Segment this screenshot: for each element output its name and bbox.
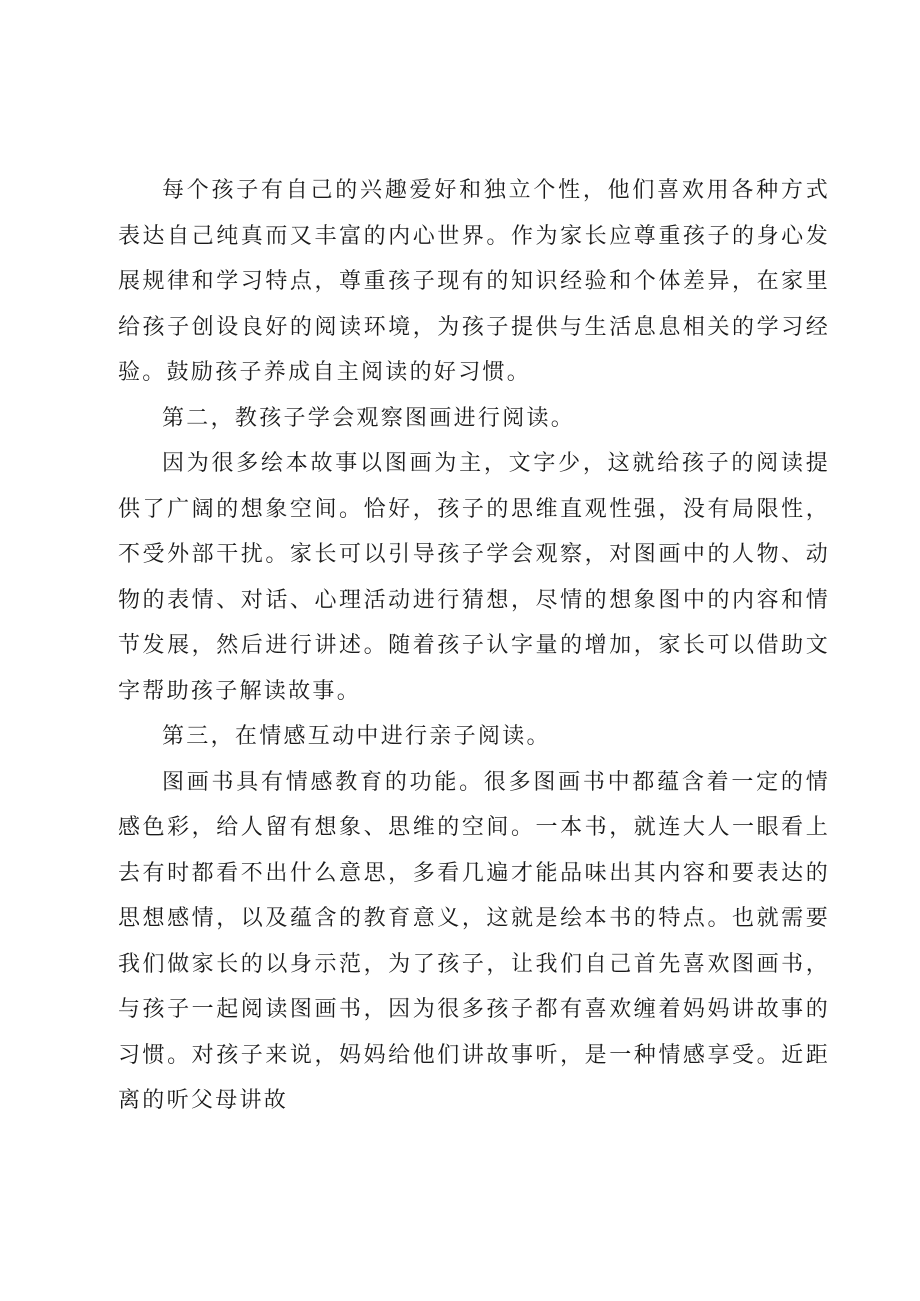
paragraph-picture-books-imagination: 因为很多绘本故事以图画为主，文字少，这就给孩子的阅读提供了广阔的想象空间。恰好，孩子的思维直观性强，没有局限性，不受外部干扰。家长可以引导孩子学会观察，对图画中的人物、动物的表情、对话、心理活动进行猜想，尽情的想象图中的内容和情节发展，然后进行讲述。随着孩子认字量的增加，家长可以借助文字帮助孩子解读故事。 <box>118 451 830 704</box>
heading-third-emotional-interaction: 第三，在情感互动中进行亲子阅读。 <box>162 724 551 749</box>
body-text <box>118 168 830 1124</box>
heading-second-observe-pictures: 第二，教孩子学会观察图画进行阅读。 <box>162 405 576 431</box>
paragraph-emotional-education: 图画书具有情感教育的功能。很多图画书中都蕴含着一定的情感色彩，给人留有想象、思维的空间。一本书，就连大人一眼看上去有时都看不出什么意思，多看几遍才能品味出其内容和要表达的思想感情，以及蕴含的教育意义，这就是绘本书的特点。也就需要我们做家长的以身示范，为了孩子，让我们自己首先喜欢图画书，与孩子一起阅读图画书，因为很多孩子都有喜欢缠着妈妈讲故事的习惯。对孩子来说，妈妈给他们讲故事听，是一种情感享受。近距离的听父母讲故 <box>118 769 830 1113</box>
paragraph-encourage-reading: 每个孩子有自己的兴趣爱好和独立个性，他们喜欢用各种方式表达自己纯真而又丰富的内心世界。作为家长应尊重孩子的身心发展规律和学习特点，尊重孩子现有的知识经验和个体差异，在家里给孩子创设良好的阅读环境，为孩子提供与生活息息相关的学习经验。鼓励孩子养成自主阅读的好习惯。 <box>118 178 830 385</box>
